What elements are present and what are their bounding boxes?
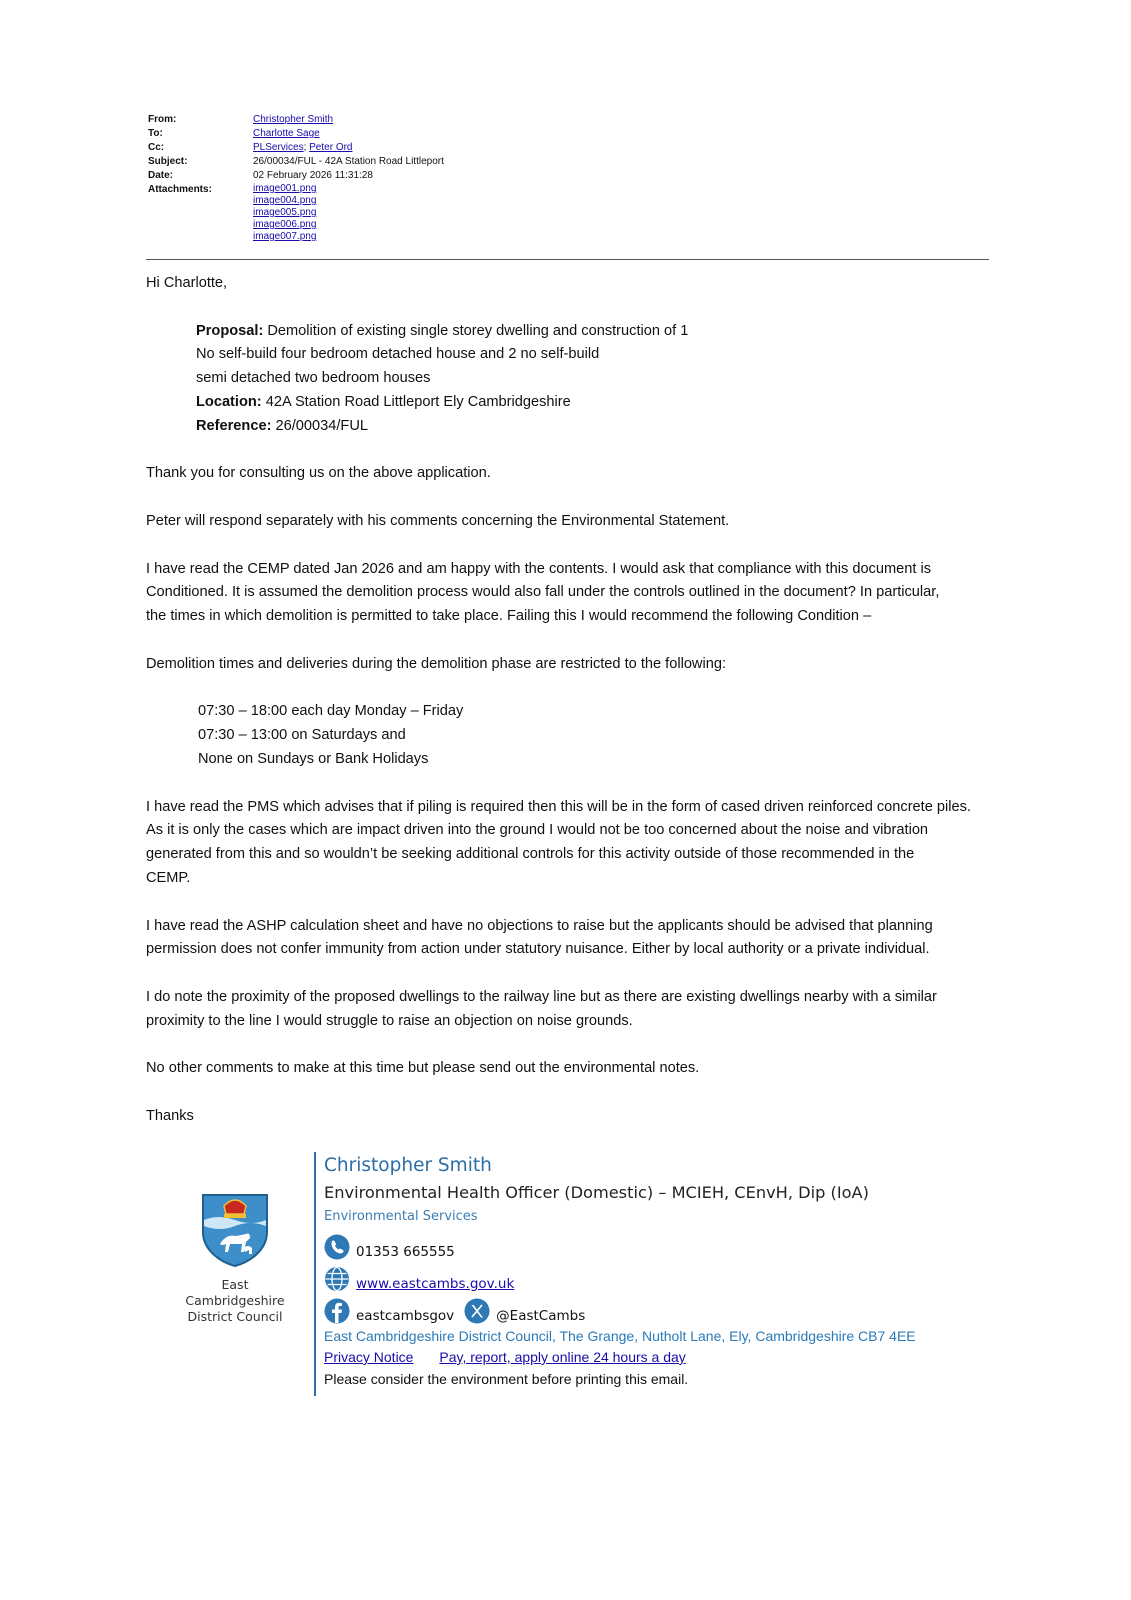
website-link[interactable]: www.eastcambs.gov.uk <box>356 1276 515 1292</box>
cc-link-plservices[interactable]: PLServices <box>253 142 304 153</box>
cc-separator: ; <box>303 142 307 153</box>
signature-details <box>324 1152 916 1390</box>
time-item: None on Sundays or Bank Holidays <box>198 750 429 767</box>
paragraph-ashp <box>146 915 996 963</box>
email-signature <box>146 1152 1046 1402</box>
proposal-line: semi detached two bedroom houses <box>196 370 431 387</box>
facebook-handle[interactable]: eastcambsgov <box>356 1308 455 1324</box>
attachment-link[interactable]: image001.png <box>253 183 317 194</box>
cc-link-peter-ord[interactable]: Peter Ord <box>309 142 353 153</box>
signature-links <box>324 1347 916 1368</box>
signoff: Thanks <box>146 1107 194 1124</box>
cc-row <box>148 141 444 155</box>
website-row <box>324 1260 916 1292</box>
paragraph-peter-respond: Peter will respond separately with his comments concerning the Environmental Statement. <box>146 512 730 529</box>
social-row <box>324 1292 916 1324</box>
application-details <box>146 320 996 439</box>
greeting: Hi Charlotte, <box>146 275 228 291</box>
paragraph-line: proximity to the line I would struggle to raise an objection on noise grounds. <box>146 1012 633 1029</box>
location-label: Location: <box>196 393 262 410</box>
attachments-row <box>148 183 444 243</box>
proposal-line: No self-build four bedroom detached house and 2 no self-build <box>196 346 600 363</box>
x-twitter-icon[interactable] <box>464 1298 490 1324</box>
paragraph-line: I have read the PMS which advises that if piling is required then this will be in the form of cased driven reinforced concrete piles. <box>146 798 971 815</box>
header-divider <box>146 259 989 260</box>
paragraph-line: generated from this and so wouldn’t be seeking additional controls for this activity outside of those recommended in the <box>146 846 915 863</box>
paragraph-line: the times in which demolition is permitted to take place. Failing this I would recommend the following Condition – <box>146 608 872 625</box>
location-value: 42A Station Road Littleport Ely Cambridgeshire <box>265 393 571 410</box>
signature-name: Christopher Smith <box>324 1155 492 1176</box>
subject-value: 26/00034/FUL - 42A Station Road Littleport <box>253 156 444 167</box>
paragraph-line: I have read the ASHP calculation sheet and have no objections to raise but the applicants should be advised that planning <box>146 917 933 934</box>
time-item: 07:30 – 13:00 on Saturdays and <box>198 727 406 744</box>
pay-report-apply-link[interactable]: Pay, report, apply online 24 hours a day <box>439 1349 686 1365</box>
paragraph-demolition-times: Demolition times and deliveries during the demolition phase are restricted to the following: <box>146 655 727 672</box>
proposal-label: Proposal: <box>196 322 264 339</box>
environment-note: Please consider the environment before printing this email. <box>324 1371 689 1387</box>
proposal-line: Demolition of existing single storey dwelling and construction of 1 <box>267 322 689 339</box>
logo-text-line: District Council <box>187 1309 283 1324</box>
paragraph-line: CEMP. <box>146 869 191 886</box>
phone-number: 01353 665555 <box>356 1244 455 1260</box>
attachment-link[interactable]: image006.png <box>253 219 317 230</box>
council-logo <box>170 1192 300 1325</box>
paragraph-line: I do note the proximity of the proposed dwellings to the railway line but as there are existing dwellings nearby with a similar <box>146 988 937 1005</box>
from-label: From: <box>148 114 177 125</box>
signature-title: Environmental Health Officer (Domestic) – MCIEH, CEnvH, Dip (IoA) <box>324 1183 869 1202</box>
phone-icon <box>324 1234 350 1260</box>
time-item: 07:30 – 18:00 each day Monday – Friday <box>198 703 464 720</box>
attachments-list <box>253 183 316 243</box>
attachment-link[interactable]: image007.png <box>253 231 317 242</box>
paragraph-line: I have read the CEMP dated Jan 2026 and am happy with the contents. I would ask that compliance with this document is <box>146 560 932 577</box>
subject-row <box>148 155 444 169</box>
signature-department: Environmental Services <box>324 1209 478 1224</box>
from-link[interactable]: Christopher Smith <box>253 114 334 125</box>
paragraph-line: permission does not confer immunity from action under statutory nuisance. Either by local authority or a private individual. <box>146 941 930 958</box>
date-label: Date: <box>148 170 174 181</box>
email-header <box>148 113 444 243</box>
to-link[interactable]: Charlotte Sage <box>253 128 320 139</box>
paragraph-pms <box>146 796 996 891</box>
phone-row <box>324 1228 916 1260</box>
twitter-handle[interactable]: @EastCambs <box>496 1308 586 1324</box>
paragraph-thanks-consulting: Thank you for consulting us on the above application. <box>146 465 491 482</box>
paragraph-railway <box>146 986 996 1034</box>
email-body <box>146 272 996 1152</box>
globe-icon <box>324 1266 350 1292</box>
reference-value: 26/00034/FUL <box>275 417 368 434</box>
attachment-link[interactable]: image005.png <box>253 207 317 218</box>
paragraph-line: As it is only the cases which are impact driven into the ground I would not be too concerned about the noise and vibration <box>146 822 929 839</box>
to-row <box>148 127 444 141</box>
paragraph-line: Conditioned. It is assumed the demolition process would also fall under the controls outlined in the document? In particular, <box>146 584 940 601</box>
paragraph-cemp <box>146 558 996 629</box>
attachments-label: Attachments: <box>148 184 212 195</box>
facebook-icon[interactable] <box>324 1298 350 1324</box>
date-value: 02 February 2026 11:31:28 <box>253 170 373 181</box>
reference-label: Reference: <box>196 417 272 434</box>
council-crest-icon <box>200 1192 270 1268</box>
council-address: East Cambridgeshire District Council, The Grange, Nutholt Lane, Ely, Cambridgeshire CB7 4EE <box>324 1328 916 1344</box>
logo-text-line: East Cambridgeshire <box>185 1277 285 1308</box>
times-list <box>146 700 996 771</box>
attachment-link[interactable]: image004.png <box>253 195 317 206</box>
subject-label: Subject: <box>148 156 188 167</box>
privacy-notice-link[interactable]: Privacy Notice <box>324 1349 414 1365</box>
to-label: To: <box>148 128 163 139</box>
signature-divider <box>314 1152 316 1396</box>
cc-label: Cc: <box>148 142 165 153</box>
from-row <box>148 113 444 127</box>
date-row <box>148 169 444 183</box>
paragraph-no-other-comments: No other comments to make at this time but please send out the environmental notes. <box>146 1060 700 1077</box>
